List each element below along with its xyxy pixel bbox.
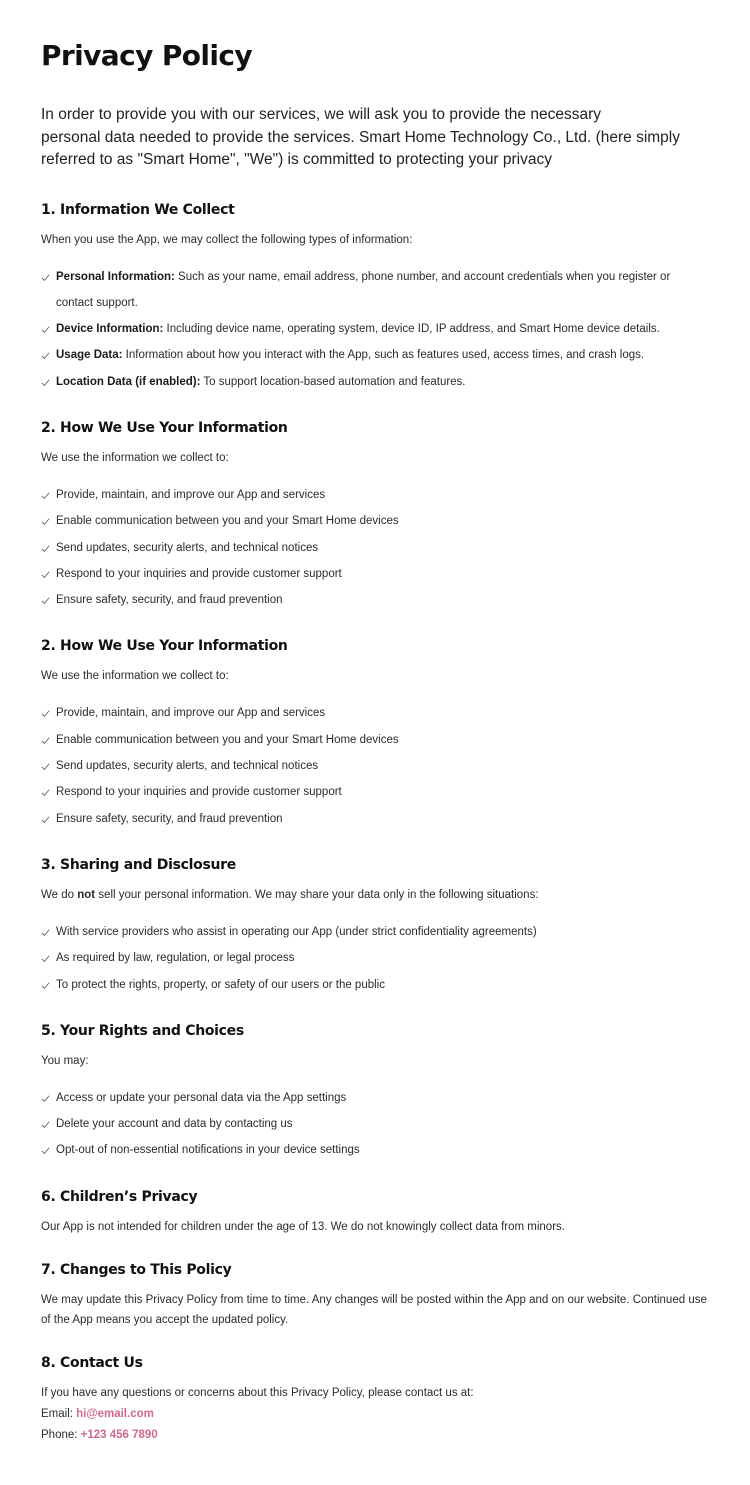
- section-heading: 3. Sharing and Disclosure: [41, 856, 236, 873]
- intro-line: In order to provide you with our services, we will ask you to provide the necessary: [41, 106, 601, 123]
- section-changes-policy: [41, 1260, 709, 1330]
- checklist: [41, 919, 709, 998]
- section-heading: 5. Your Rights and Choices: [41, 1022, 244, 1039]
- check-icon: [41, 928, 50, 937]
- check-icon: [41, 1146, 50, 1155]
- checklist: [41, 1085, 709, 1164]
- check-icon: [41, 570, 50, 579]
- section-intro: When you use the App, we may collect the following types of information:: [41, 233, 413, 246]
- section-heading: 6. Children’s Privacy: [41, 1188, 198, 1205]
- checklist: [41, 700, 709, 831]
- intro-paragraph: [41, 104, 709, 172]
- checklist: [41, 264, 709, 395]
- section-text: We may update this Privacy Policy from time to time. Any changes will be posted within the App and on our website. Continued use of the App means you accept the updated policy.: [41, 1293, 707, 1326]
- item-label: Usage Data:: [56, 349, 123, 362]
- section-rights-choices: [41, 1021, 709, 1164]
- check-icon: [41, 954, 50, 963]
- contact-email-line: [41, 1404, 709, 1424]
- section-contact-us: [41, 1353, 709, 1445]
- item-text: Enable communication between you and your Smart Home devices: [56, 515, 399, 528]
- check-icon: [41, 351, 50, 360]
- check-icon: [41, 273, 50, 282]
- list-item: [41, 1111, 709, 1137]
- email-label: Email:: [41, 1407, 77, 1420]
- section-sharing-disclosure: [41, 855, 709, 998]
- list-item: [41, 264, 709, 317]
- item-text: As required by law, regulation, or legal process: [56, 952, 295, 965]
- check-icon: [41, 815, 50, 824]
- list-item: [41, 369, 709, 395]
- list-item: [41, 316, 709, 342]
- section-childrens-privacy: [41, 1187, 709, 1237]
- intro-emphasis: not: [77, 888, 96, 901]
- item-text: Including device name, operating system, device ID, IP address, and Smart Home device details.: [163, 323, 660, 336]
- section-intro: If you have any questions or concerns about this Privacy Policy, please contact us at:: [41, 1386, 474, 1399]
- item-text: Provide, maintain, and improve our App and services: [56, 707, 326, 720]
- section-intro: We use the information we collect to:: [41, 670, 229, 683]
- item-text: Opt-out of non-essential notifications in your device settings: [56, 1144, 360, 1157]
- check-icon: [41, 517, 50, 526]
- list-item: [41, 753, 709, 779]
- list-item: [41, 561, 709, 587]
- list-item: [41, 587, 709, 613]
- item-text: Provide, maintain, and improve our App and services: [56, 488, 326, 501]
- checklist: [41, 482, 709, 613]
- list-item: [41, 806, 709, 832]
- item-text: Send updates, security alerts, and technical notices: [56, 541, 319, 554]
- list-item: [41, 972, 709, 998]
- section-heading: 1. Information We Collect: [41, 201, 235, 218]
- item-text: Information about how you interact with the App, such as features used, access times, and crash logs.: [122, 349, 645, 362]
- email-link[interactable]: hi@email.com: [76, 1407, 154, 1420]
- section-heading: 8. Contact Us: [41, 1354, 143, 1371]
- check-icon: [41, 491, 50, 500]
- check-icon: [41, 325, 50, 334]
- contact-phone-line: [41, 1425, 709, 1445]
- check-icon: [41, 596, 50, 605]
- item-text: Ensure safety, security, and fraud prevention: [56, 594, 283, 607]
- list-item: [41, 508, 709, 534]
- check-icon: [41, 1094, 50, 1103]
- item-label: Device Information:: [56, 323, 164, 336]
- intro-text: We do: [41, 888, 78, 901]
- list-item: [41, 945, 709, 971]
- item-label: Location Data (if enabled):: [56, 375, 201, 388]
- list-item: [41, 535, 709, 561]
- check-icon: [41, 378, 50, 387]
- page-title: Privacy Policy: [41, 39, 253, 72]
- list-item: [41, 919, 709, 945]
- section-heading: 7. Changes to This Policy: [41, 1261, 232, 1278]
- section-intro: You may:: [41, 1054, 89, 1067]
- check-icon: [41, 1120, 50, 1129]
- section-heading: 2. How We Use Your Information: [41, 638, 288, 655]
- section-intro: We use the information we collect to:: [41, 451, 229, 464]
- item-text: With service providers who assist in operating our App (under strict confidentiality agreements): [56, 925, 537, 938]
- item-text: To support location-based automation and features.: [200, 375, 466, 388]
- item-text: Respond to your inquiries and provide customer support: [56, 567, 342, 580]
- section-information-we-collect: [41, 200, 709, 395]
- item-text: Such as your name, email address, phone number, and account credentials when you register or contact support.: [56, 270, 671, 309]
- item-text: To protect the rights, property, or safety of our users or the public: [56, 978, 385, 991]
- list-item: [41, 1085, 709, 1111]
- check-icon: [41, 709, 50, 718]
- item-text: Send updates, security alerts, and technical notices: [56, 760, 319, 773]
- phone-link[interactable]: +123 456 7890: [80, 1428, 158, 1441]
- item-label: Personal Information:: [56, 270, 175, 283]
- intro-text: sell your personal information. We may share your data only in the following situations:: [95, 888, 539, 901]
- check-icon: [41, 981, 50, 990]
- check-icon: [41, 544, 50, 553]
- check-icon: [41, 736, 50, 745]
- list-item: [41, 1137, 709, 1163]
- item-text: Access or update your personal data via the App settings: [56, 1091, 347, 1104]
- list-item: [41, 779, 709, 805]
- section-how-we-use-duplicate: [41, 636, 709, 831]
- list-item: [41, 482, 709, 508]
- phone-label: Phone:: [41, 1428, 81, 1441]
- section-how-we-use: [41, 418, 709, 613]
- item-text: Enable communication between you and your Smart Home devices: [56, 733, 399, 746]
- section-text: Our App is not intended for children under the age of 13. We do not knowingly collect data from minors.: [41, 1220, 565, 1233]
- list-item: [41, 342, 709, 368]
- list-item: [41, 727, 709, 753]
- check-icon: [41, 762, 50, 771]
- list-item: [41, 700, 709, 726]
- item-text: Respond to your inquiries and provide customer support: [56, 786, 342, 799]
- section-intro: [41, 885, 709, 905]
- item-text: Delete your account and data by contacting us: [56, 1118, 293, 1131]
- check-icon: [41, 788, 50, 797]
- item-text: Ensure safety, security, and fraud prevention: [56, 812, 283, 825]
- section-heading: 2. How We Use Your Information: [41, 419, 288, 436]
- intro-line: personal data needed to provide the services. Smart Home Technology Co., Ltd. (here simply referred to as "Smart Home", "We") is committed to protecting your privacy: [41, 128, 680, 168]
